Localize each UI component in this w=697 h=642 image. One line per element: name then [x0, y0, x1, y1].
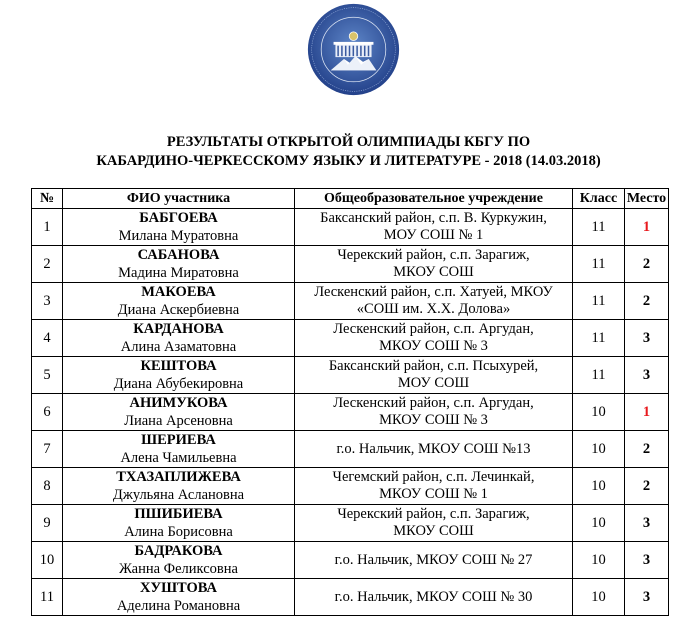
participant-given-names: Милана Муратовна	[118, 227, 239, 244]
grade-cell: 11	[573, 283, 625, 320]
school-cell	[295, 320, 573, 357]
row-number: 2	[32, 246, 63, 283]
participant-cell	[63, 505, 295, 542]
participant-given-names: Алена Чамильевна	[120, 449, 237, 466]
participant-cell	[63, 320, 295, 357]
school-line-1: Чегемский район, с.п. Лечинкай,	[332, 469, 535, 485]
page-title-line-2: КАБАРДИНО-ЧЕРКЕССКОМУ ЯЗЫКУ И ЛИТЕРАТУРЕ - 2018 (14.03.2018)	[96, 153, 601, 169]
table-row	[32, 542, 669, 579]
table-row	[32, 431, 669, 468]
school-cell	[295, 431, 573, 468]
school-line-2: МКОУ СОШ	[393, 523, 474, 539]
participant-surname: ПШИБИЕВА	[134, 505, 223, 522]
school-line-1: Черекский район, с.п. Зарагиж,	[337, 247, 530, 263]
place-cell: 1	[625, 209, 669, 246]
row-number: 7	[32, 431, 63, 468]
school-cell	[295, 283, 573, 320]
school-line-2: МКОУ СОШ № 1	[379, 486, 488, 502]
participant-surname: КЕШТОВА	[140, 357, 217, 374]
place-cell: 2	[625, 431, 669, 468]
participant-surname: ХУШТОВА	[139, 579, 218, 596]
participant-given-names: Жанна Феликсовна	[119, 560, 238, 577]
school-cell	[295, 468, 573, 505]
header-school: Общеобразовательное учреждение	[295, 189, 573, 209]
school-line-2: МКОУ СОШ № 3	[379, 338, 488, 354]
participant-given-names: Алина Борисовна	[124, 523, 233, 540]
grade-cell: 11	[573, 209, 625, 246]
participant-cell	[63, 431, 295, 468]
participant-cell	[63, 542, 295, 579]
school-line-1: Баксанский район, с.п. В. Куркужин,	[320, 210, 547, 226]
participant-surname: АНИМУКОВА	[129, 394, 228, 411]
table-row	[32, 579, 669, 616]
school-line-2: МОУ СОШ № 1	[383, 227, 484, 243]
school-cell	[295, 394, 573, 431]
grade-cell: 10	[573, 542, 625, 579]
participant-given-names: Диана Абубекировна	[113, 375, 244, 392]
place-cell: 3	[625, 505, 669, 542]
participant-cell	[63, 246, 295, 283]
grade-cell: 10	[573, 505, 625, 542]
grade-cell: 10	[573, 468, 625, 505]
grade-cell: 10	[573, 579, 625, 616]
school-line-2: МКОУ СОШ № 3	[379, 412, 488, 428]
place-cell: 3	[625, 357, 669, 394]
row-number: 8	[32, 468, 63, 505]
row-number: 9	[32, 505, 63, 542]
participant-cell	[63, 357, 295, 394]
table-row	[32, 468, 669, 505]
place-cell: 2	[625, 468, 669, 505]
row-number: 11	[32, 579, 63, 616]
place-cell: 3	[625, 579, 669, 616]
school-line-2: МОУ СОШ	[397, 375, 470, 391]
grade-cell: 10	[573, 394, 625, 431]
page-title-line-1: РЕЗУЛЬТАТЫ ОТКРЫТОЙ ОЛИМПИАДЫ КБГУ ПО	[166, 134, 531, 150]
school-cell	[295, 357, 573, 394]
header-number: №	[32, 189, 63, 209]
grade-cell: 10	[573, 431, 625, 468]
participant-given-names: Лиана Арсеновна	[124, 412, 233, 429]
school-cell	[295, 209, 573, 246]
header-grade: Класс	[573, 189, 625, 209]
row-number: 6	[32, 394, 63, 431]
participant-cell	[63, 468, 295, 505]
school-cell	[295, 579, 573, 616]
participant-cell	[63, 209, 295, 246]
participant-given-names: Джульяна Аслановна	[112, 486, 245, 503]
participant-given-names: Мадина Миратовна	[118, 264, 239, 281]
table-row	[32, 505, 669, 542]
place-cell: 1	[625, 394, 669, 431]
row-number: 5	[32, 357, 63, 394]
school-cell	[295, 542, 573, 579]
school-line-1: Черекский район, с.п. Зарагиж,	[337, 506, 530, 522]
school-line-1: Лескенский район, с.п. Хатуей, МКОУ	[314, 284, 553, 300]
participant-surname: ШЕРИЕВА	[141, 431, 216, 448]
grade-cell: 11	[573, 246, 625, 283]
place-cell: 2	[625, 283, 669, 320]
table-row	[32, 320, 669, 357]
university-emblem-icon	[306, 2, 401, 97]
row-number: 10	[32, 542, 63, 579]
participant-surname: ТХАЗАПЛИЖЕВА	[116, 468, 241, 485]
school-line-2: МКОУ СОШ	[393, 264, 474, 280]
row-number: 1	[32, 209, 63, 246]
school-line-1: г.о. Нальчик, МКОУ СОШ № 30	[334, 588, 533, 605]
grade-cell: 11	[573, 320, 625, 357]
participant-cell	[63, 283, 295, 320]
participant-given-names: Диана Аскербиевна	[117, 301, 240, 318]
place-cell: 3	[625, 320, 669, 357]
place-cell: 3	[625, 542, 669, 579]
table-row	[32, 283, 669, 320]
school-line-1: Баксанский район, с.п. Псыхурей,	[328, 358, 539, 374]
participant-surname: БАБГОЕВА	[139, 209, 218, 226]
header-place: Место	[625, 189, 669, 209]
row-number: 4	[32, 320, 63, 357]
results-table	[31, 188, 669, 616]
table-row	[32, 209, 669, 246]
row-number: 3	[32, 283, 63, 320]
school-line-2: «СОШ им. Х.Х. Долова»	[356, 301, 511, 317]
school-cell	[295, 246, 573, 283]
header-participant: ФИО участника	[63, 189, 295, 209]
table-header-row	[32, 189, 669, 209]
school-line-1: г.о. Нальчик, МКОУ СОШ № 27	[334, 551, 533, 568]
school-line-1: Лескенский район, с.п. Аргудан,	[333, 321, 534, 337]
participant-cell	[63, 579, 295, 616]
participant-given-names: Алина Азаматовна	[120, 338, 237, 355]
place-cell: 2	[625, 246, 669, 283]
participant-surname: МАКОЕВА	[141, 283, 216, 300]
table-row	[32, 357, 669, 394]
participant-surname: КАРДАНОВА	[133, 320, 224, 337]
table-row	[32, 246, 669, 283]
participant-surname: БАДРАКОВА	[134, 542, 223, 559]
school-cell	[295, 505, 573, 542]
participant-given-names: Аделина Романовна	[116, 597, 241, 614]
school-line-1: г.о. Нальчик, МКОУ СОШ №13	[336, 440, 531, 457]
participant-cell	[63, 394, 295, 431]
table-row	[32, 394, 669, 431]
school-line-1: Лескенский район, с.п. Аргудан,	[333, 395, 534, 411]
grade-cell: 11	[573, 357, 625, 394]
participant-surname: САБАНОВА	[137, 246, 220, 263]
